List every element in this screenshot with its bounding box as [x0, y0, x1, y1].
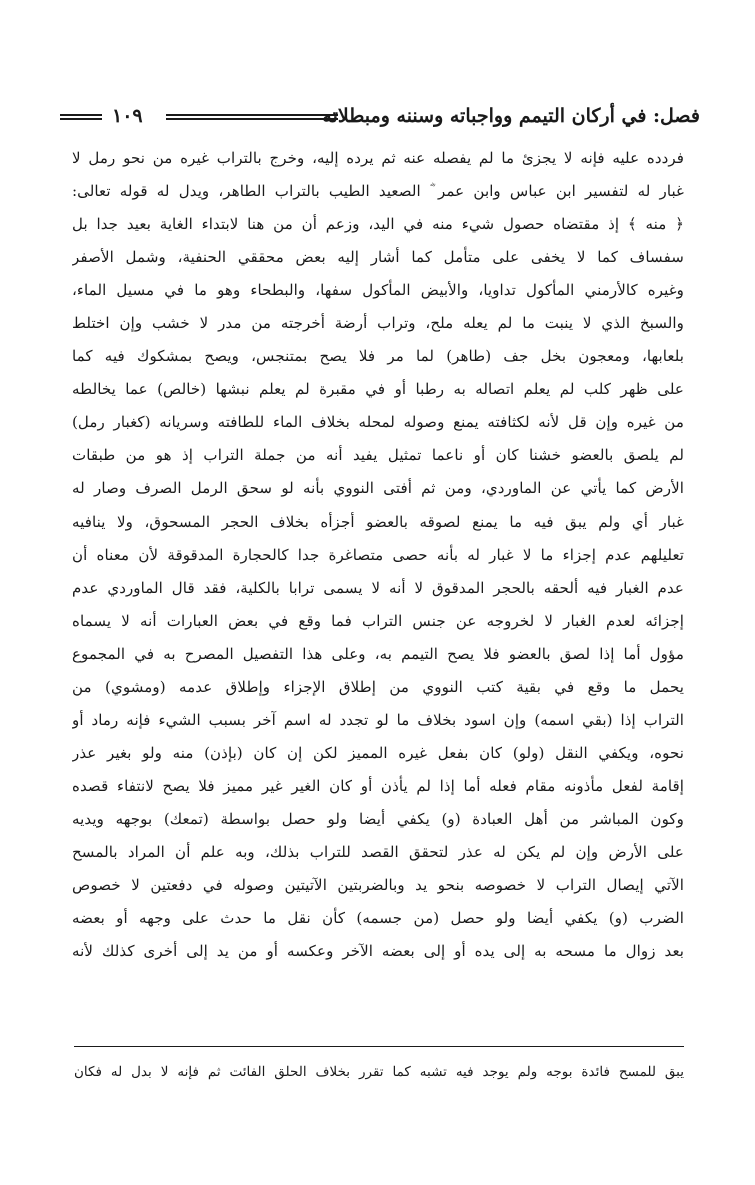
text-line: غبار له لتفسير ابن عباس وابن عمر ؓ الصعيد الطيب بالتراب الطاهر، ويدل له قوله تعالى: — [72, 182, 684, 201]
text-line: على ظهر كلب لم يعلم اتصاله به رطبا أو في مقبرة لم يعلم نبشها (خالص) عما يخالطه — [72, 380, 684, 399]
header-rule-middle — [166, 114, 338, 120]
chapter-title: فصل: في أركان التيمم وواجباته وسننه ومبطلاته — [322, 105, 700, 127]
page-number: ١٠٩ — [112, 105, 143, 127]
text-line: يحمل ما وقع في بقية كتب النووي من إطلاق الإجزاء وإطلاق عدمه (ومشوي) من — [72, 677, 684, 696]
footnote-text: يبق للمسح فائدة بوجه ولم يوجد فيه تشبه كما تقرر بخلاف الحلق الفائت ثم فإنه لا بدل له فكان — [74, 1064, 684, 1080]
text-line: لم يلصق بالعضو خشنا كان أو ناعما تمثيل يفيد أنه من جملة التراب إذ هو من طبقات — [72, 446, 684, 465]
text-line: بعد زوال ما مسحه به إلى يده أو إلى بعضه الآخر وعكسه أو من يد إلى أخرى كذلك لأنه — [72, 942, 684, 961]
text-line: إجزائه لعدم الغبار لا لخروجه عن جنس التراب فما وقع في بعض العبارات أنه لا يسماه — [72, 611, 684, 630]
text-line: مؤول أما إذا لصق بالعضو فلا يصح التيمم به، وعلى هذا التفصيل المصرح به في المجموع — [72, 644, 684, 663]
text-line: وغيره كالأرمني المأكول تداويا، والأبيض المأكول سفها، والبطحاء وهو ما في مسيل الماء، — [72, 281, 684, 300]
text-line: سفساف كما لا يخفى على متأمل كما أشار إليه بعض محققي الحنفية، وشمل الأصفر — [72, 248, 684, 267]
text-line: ﴿ منه ﴾ إذ مقتضاه حصول شيء منه في اليد، وزعم أن من هنا لابتداء الغاية بعيد جدا بل — [72, 215, 684, 234]
text-line: نحوه، ويكفي النقل (ولو) كان بفعل غيره المميز لكن إن كان (بإذن) منه ولو بغير عذر — [72, 743, 684, 762]
text-line: فردده عليه فإنه لا يجزئ ما لم يفصله عنه ثم يرده إليه، وخرج بالتراب غيره من نحو رمل لا — [72, 149, 684, 167]
main-text — [72, 142, 684, 968]
text-line: التراب إذا (بقي اسمه) وإن اسود بخلاف ما لو تجدد له اسم آخر بسبب الشيء فإنه رماد أو — [72, 710, 684, 729]
text-line: الأرض كما يأتي عن الماوردي، ومن ثم أفتى النووي بأنه لو سحق الرمل الصرف وصار له — [72, 479, 684, 498]
text-line: من غيره وإن قل لأنه لكثافته يمنع وصوله لمحله بخلاف الماء للطافته وسريانه (كغبار رمل) — [72, 413, 684, 432]
text-line: والسبخ الذي لا ينبت ما لم يعله ملح، وتراب أرضة أخرجته من مدر لا خشب وإن اختلط — [72, 314, 684, 333]
running-header — [60, 102, 700, 132]
text-line: إقامة لفعل مأذونه مقام فعله أما إذا لم يأذن أو كان الغير غير مميز فلا يصح لانتفاء قصده — [72, 776, 684, 795]
text-line: غبار أي ولم يبق فيه ما يمنع لصوقه بالعضو أجزأه بخلاف الحجر المسحوق، ولا ينافيه — [72, 512, 684, 531]
text-line: عدم الغبار فيه ألحقه بالحجر المدقوق لا أنه لا يسمى ترابا بالكلية، فقد قال الماوردي عدم — [72, 578, 684, 597]
text-line: الضرب (و) يكفي أيضا ولو حصل (من جسمه) كأن نقل ما حدث على وجهه أو بعضه — [72, 909, 684, 928]
text-line: تعليلهم عدم إجزاء ما لا غبار له بأنه حصى متصاغرة جدا كالحجارة المدقوقة لأن معناه أن — [72, 545, 684, 564]
text-line: وكون المباشر من أهل العبادة (و) يكفي أيضا ولو حصل بواسطة (تمعك) بوجهه ويديه — [72, 809, 684, 828]
text-line: بلعابها، ومعجون بخل جف (طاهر) لما مر فلا يصح بمتنجس، ويصح بمشكوك فيه كما — [72, 347, 684, 366]
header-rule-left — [60, 114, 102, 120]
text-line: على الأرض وإن لم يكن له عذر لتحقق القصد للتراب بذلك، وبه علم أن المراد بالمسح — [72, 842, 684, 861]
text-line: الآتي إيصال التراب لا خصوصه بنحو يد وبالضربتين الآتيتين وصوله في دفعتين لا خصوص — [72, 876, 684, 895]
footnote-separator — [74, 1046, 684, 1047]
